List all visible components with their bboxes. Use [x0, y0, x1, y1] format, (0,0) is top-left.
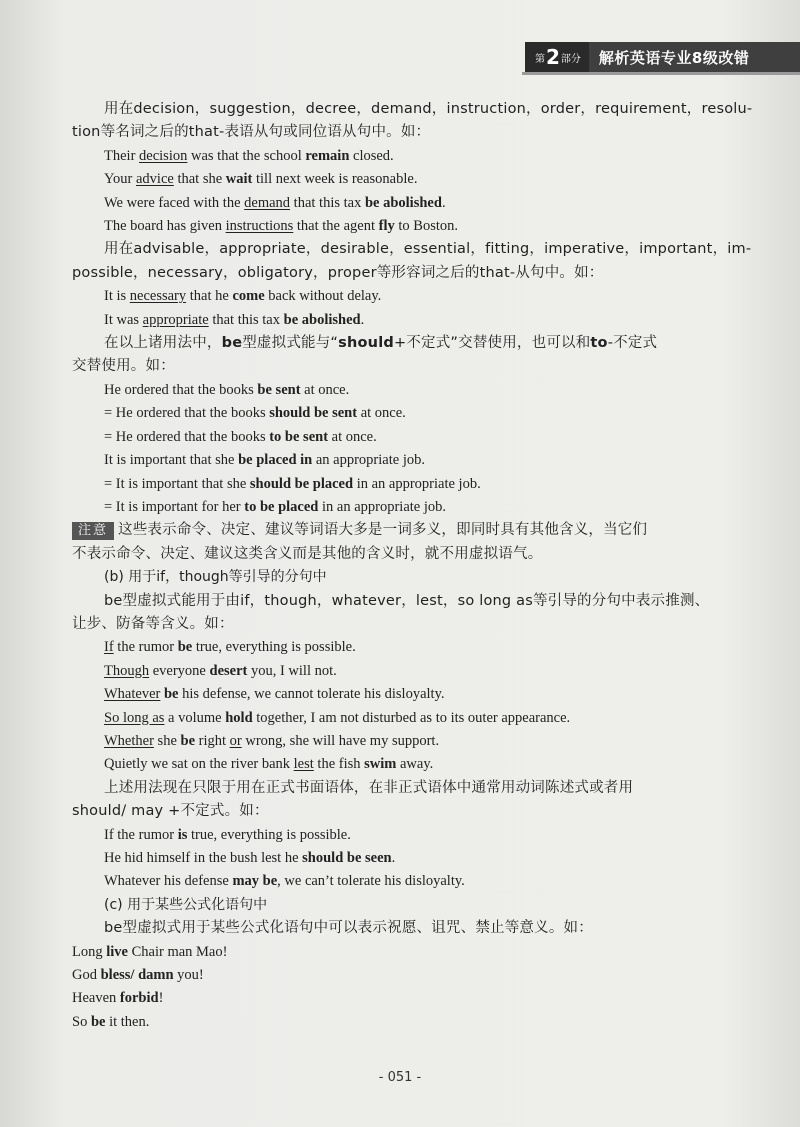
part-suffix: 部分	[560, 53, 581, 65]
example-sentence: Whatever his defense may be, we can’t tolerate his disloyalty.	[104, 873, 465, 890]
page-header	[525, 42, 800, 72]
example-sentence: God bless/ damn you!	[72, 967, 204, 984]
part-prefix: 第	[535, 53, 545, 65]
part-number: 2	[546, 45, 560, 69]
example-sentence: = It is important for her to be placed in an appropriate job.	[104, 498, 447, 515]
header-rule	[522, 72, 800, 75]
paragraph-line: should/ may +不定式。如：	[72, 803, 269, 820]
paragraph-line: 在以上诸用法中，be型虚拟式能与“should+不定式”交替使用，也可以和to-不定式	[104, 335, 658, 352]
example-sentence: Their decision was that the school remain closed.	[104, 147, 394, 164]
example-sentence: Heaven forbid!	[72, 990, 164, 1007]
example-sentence: = It is important that she should be placed in an appropriate job.	[104, 475, 481, 492]
example-sentence: The board has given instructions that the agent fly to Boston.	[104, 218, 458, 235]
paragraph-line: 用在advisable，appropriate，desirable，essential，fitting，imperative，important，im-	[104, 241, 752, 258]
example-sentence: Quietly we sat on the river bank lest the fish swim away.	[104, 756, 434, 773]
example-sentence: It is necessary that he come back without delay.	[104, 288, 382, 305]
example-sentence: So long as a volume hold together, I am not disturbed as to its outer appearance.	[104, 709, 571, 726]
page-number: - 051 -	[378, 1070, 422, 1085]
section-heading-b: (b) 用于if，though等引导的分句中	[104, 569, 327, 586]
paragraph-line: 交替使用。如：	[72, 358, 175, 375]
note-badge: 注意	[72, 522, 114, 540]
example-sentence: Whether she be right or wrong, she will have my support.	[104, 732, 440, 749]
header-title: 解析英语专业8级改错	[598, 48, 750, 67]
example-sentence: = He ordered that the books should be sent at once.	[104, 405, 406, 422]
paragraph-line: 让步、防备等含义。如：	[72, 615, 234, 632]
example-sentence: So be it then.	[72, 1013, 150, 1030]
paragraph-line: 上述用法现在只限于用在正式书面语体，在非正式语体中通常用动词陈述式或者用	[104, 779, 634, 796]
example-sentence: He hid himself in the bush lest he should be seen.	[104, 850, 396, 866]
paragraph-line: 用在decision，suggestion，decree，demand，instruction，order，requirement，resolu-	[104, 101, 753, 117]
paragraph-line: be型虚拟式能用于由if，though，whatever，lest，so long as等引导的分句中表示推测、	[104, 592, 710, 609]
example-sentence: It was appropriate that this tax be abolished.	[104, 311, 365, 328]
section-heading-c: (c) 用于某些公式化语句中	[104, 896, 268, 913]
example-sentence: Long live Chair man Mao!	[72, 943, 228, 960]
page-body	[72, 98, 752, 1034]
example-sentence: It is important that she be placed in an appropriate job.	[104, 452, 425, 469]
example-sentence: If the rumor be true, everything is possible.	[104, 639, 356, 656]
note-line: 不表示命令、决定、建议这类含义而是其他的含义时，就不用虚拟语气。	[72, 545, 543, 562]
note-line: 注意 这些表示命令、决定、建议等词语大多是一词多义，即同时具有其他含义，当它们	[72, 519, 752, 542]
paragraph-line: possible，necessary，obligatory，proper等形容词之后的that-从句中。如：	[72, 264, 604, 281]
example-sentence: He ordered that the books be sent at once.	[104, 381, 350, 398]
example-sentence: If the rumor is true, everything is possible.	[104, 826, 351, 843]
example-sentence: We were faced with the demand that this tax be abolished.	[104, 194, 446, 211]
paragraph-line: be型虚拟式用于某些公式化语句中可以表示祝愿、诅咒、禁止等意义。如：	[104, 920, 593, 937]
part-badge	[525, 42, 589, 72]
example-sentence: Your advice that she wait till next week is reasonable.	[104, 171, 418, 188]
example-sentence: Whatever be his defense, we cannot tolerate his disloyalty.	[104, 686, 445, 703]
example-sentence: = He ordered that the books to be sent at once.	[104, 428, 377, 445]
example-sentence: Though everyone desert you, I will not.	[104, 662, 337, 679]
paragraph-line: tion等名词之后的that-表语从句或同位语从句中。如：	[72, 124, 431, 141]
